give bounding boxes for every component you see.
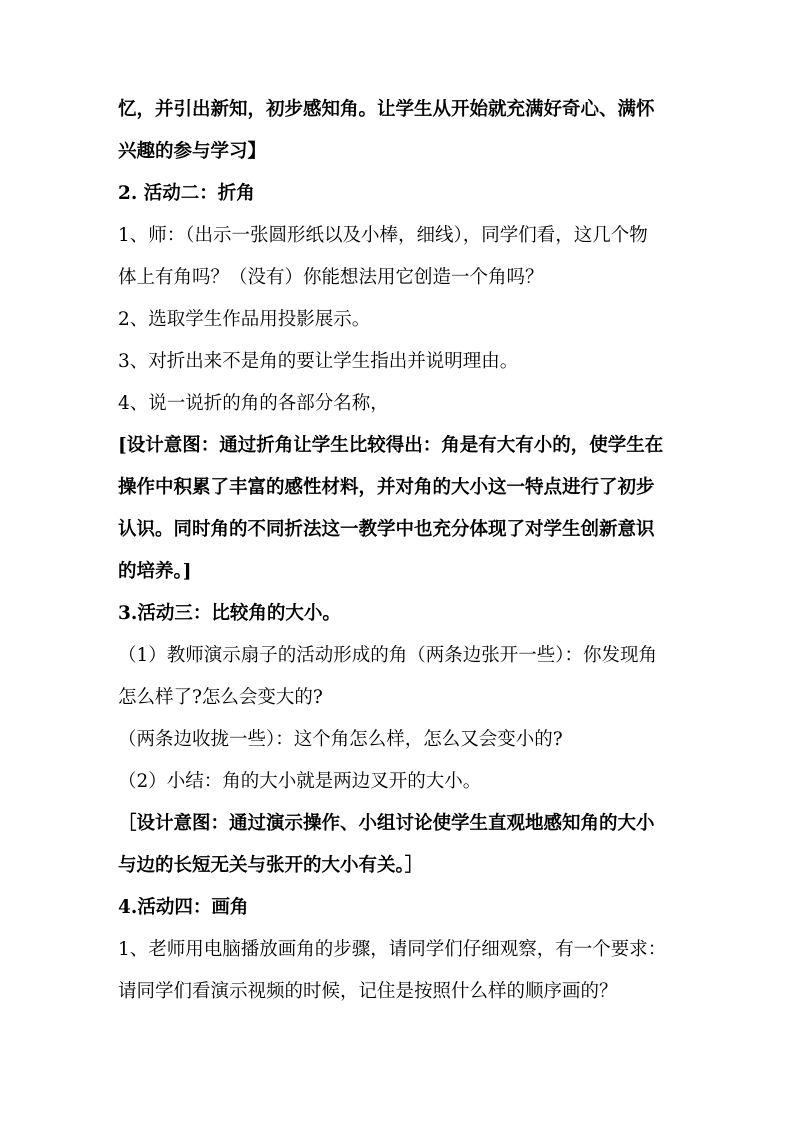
- design-intent-line: 操作中积累了丰富的感性材料，并对角的大小这一特点进行了初步: [118, 477, 655, 498]
- paragraph-line: 1、师：（出示一张圆形纸以及小棒，细线），同学们看，这几个物: [118, 225, 648, 246]
- design-intent-line: 认识。同时角的不同折法这一教学中也充分体现了对学生创新意识: [118, 519, 655, 540]
- paragraph-line: 请同学们看演示视频的时候，记住是按照什么样的顺序画的？: [118, 981, 618, 1002]
- design-intent-line: [设计意图：通过折角让学生比较得出：角是有大有小的，使学生在: [118, 435, 664, 456]
- section-heading: 2. 活动二：折角: [118, 183, 255, 204]
- paragraph-line: 兴趣的参与学习】: [118, 141, 267, 162]
- paragraph-line: 忆，并引出新知，初步感知角。让学生从开始就充满好奇心、满怀: [118, 99, 655, 120]
- paragraph-line: 1、老师用电脑播放画角的步骤，请同学们仔细观察，有一个要求：: [118, 939, 667, 960]
- document-body: [118, 96, 698, 1005]
- paragraph-line: 2、选取学生作品用投影展示。: [118, 309, 371, 330]
- paragraph-line: （1）教师演示扇子的活动形成的角（两条边张开一些）：你发现角: [118, 645, 658, 666]
- design-intent-line: 与边的长短无关与张开的大小有关。］: [118, 855, 424, 876]
- paragraph-line: （两条边收拢一些）：这个角怎么样，怎么又会变小的?: [118, 729, 563, 750]
- design-intent-line: 的培养。]: [118, 561, 192, 582]
- section-heading: 4.活动四：画角: [118, 897, 249, 918]
- paragraph-line: 体上有角吗？（没有）你能想法用它创造一个角吗？: [118, 267, 544, 288]
- design-intent-line: ［设计意图：通过演示操作、小组讨论使学生直观地感知角的大小: [118, 813, 655, 834]
- paragraph-line: （2）小结：角的大小就是两边叉开的大小。: [118, 771, 482, 792]
- paragraph-line: 4、说一说折的角的各部分名称，: [118, 393, 389, 414]
- paragraph-line: 怎么样了?怎么会变大的?: [118, 687, 323, 708]
- section-heading: 3.活动三：比较角的大小。: [118, 603, 341, 624]
- paragraph-line: 3、对折出来不是角的要让学生指出并说明理由。: [118, 351, 519, 372]
